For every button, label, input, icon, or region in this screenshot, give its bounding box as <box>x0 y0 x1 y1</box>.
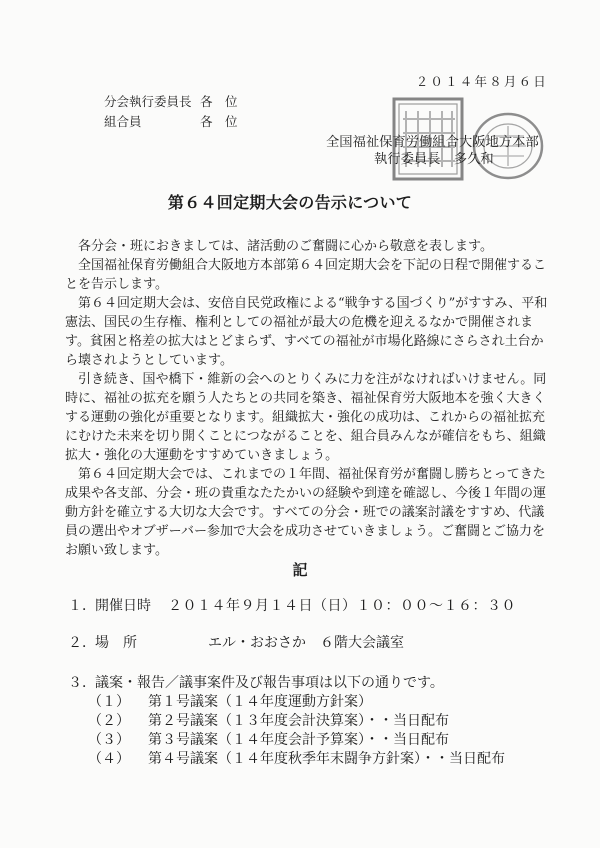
document-title: 第６４回定期大会の告示について <box>167 193 413 212</box>
sender-organization: 全国福祉保育労働組合大阪地方本部 <box>326 135 539 150</box>
recipient-role: 分会執行委員長 <box>104 94 192 109</box>
details-list <box>68 596 580 769</box>
agenda-item <box>88 750 580 769</box>
item-value: エル・おおさか ６階大会議室 <box>208 635 404 651</box>
item-label: 開催日時 <box>95 598 151 614</box>
item-number: １． <box>68 598 96 614</box>
recipient-line <box>104 112 238 132</box>
agenda-list <box>88 693 580 769</box>
agenda-text: 第１号議案（１４年度運動方針案） <box>148 694 372 710</box>
item-label: 議案・報告／議事案件及び報告事項は以下の通りです。 <box>95 675 444 691</box>
agenda-text: 第２号議案（１３年度会計決算案）・・当日配布 <box>148 713 449 729</box>
notice-body <box>65 237 548 560</box>
item-value: ２０１４年９月１４日（日）１０：００〜１６：３０ <box>168 598 516 614</box>
agenda-number: （１） <box>88 694 130 710</box>
agenda-number: （４） <box>88 751 130 767</box>
recipient-line <box>104 92 238 112</box>
recipient-honorific: 各 位 <box>200 114 238 129</box>
ki-heading: 記 <box>292 561 308 579</box>
agenda-number: （３） <box>88 732 130 748</box>
body-paragraph: 各分会・班におきましては、諸活動のご奮闘に心から敬意を表します。 <box>78 239 493 254</box>
body-paragraph: 全国福祉保育労働組合大阪地方本部第６４回定期大会を下記の日程で開催することを告示します。 <box>65 258 547 292</box>
agenda-item <box>88 712 580 731</box>
sender-block <box>326 134 539 168</box>
agenda-item <box>88 731 580 750</box>
body-paragraph: 第６４回定期大会では、これまでの１年間、福祉保育労が奮闘し勝ちとってきた成果や各支部、分会・班の貴重なたたかいの経験や到達を確認し、今後１年間の運動方針を確立する大切な大会です。すべての分会・班での議案討議をすすめ、代議員の選出やオブザーバー参加で大会を成功させていきましょう。ご奮闘とご協力をお願い致します。 <box>65 467 547 558</box>
detail-item-agenda <box>68 673 580 693</box>
document-date: ２０１４年８月６日 <box>415 74 548 89</box>
detail-item-date <box>68 596 580 616</box>
detail-item-venue <box>68 633 580 653</box>
item-number: ３． <box>68 675 96 691</box>
body-paragraph: 第６４回定期大会は、安倍自民党政権による“戦争する国づくり”がすすみ、平和憲法、国民の生存権、権利としての福祉が最大の危機を迎えるなかで開催されます。貧困と格差の拡大はとどまらず、すべての福祉が市場化路線にさらされ土台から壊されようとしています。 <box>65 296 548 368</box>
recipients <box>104 92 238 132</box>
item-number: ２． <box>68 635 96 651</box>
recipient-role: 組合員 <box>104 114 142 129</box>
agenda-number: （２） <box>88 713 130 729</box>
agenda-item <box>88 693 580 712</box>
sender-representative: 執行委員長 多久和 <box>374 152 494 167</box>
item-label: 場 所 <box>95 635 137 651</box>
recipient-honorific: 各 位 <box>200 94 238 109</box>
agenda-text: 第３号議案（１４年度会計予算案）・・当日配布 <box>148 732 449 748</box>
body-paragraph: 引き続き、国や橋下・維新の会へのとりくみに力を注がなければいけません。同時に、福祉の拡充を願う人たちとの共同を築き、福祉保育労大阪地本を強く大きくする運動の強化が重要となります。組織拡大・強化の成功は、これからの福祉拡充にむけた未来を切り開くことにつながることを、組合員みんなが確信をもち、組織拡大・強化の大運動をすすめていきましょう。 <box>65 372 547 463</box>
agenda-text: 第４号議案（１４年度秋季年末闘争方針案）・・当日配布 <box>148 751 505 767</box>
notice-main <box>0 193 600 769</box>
